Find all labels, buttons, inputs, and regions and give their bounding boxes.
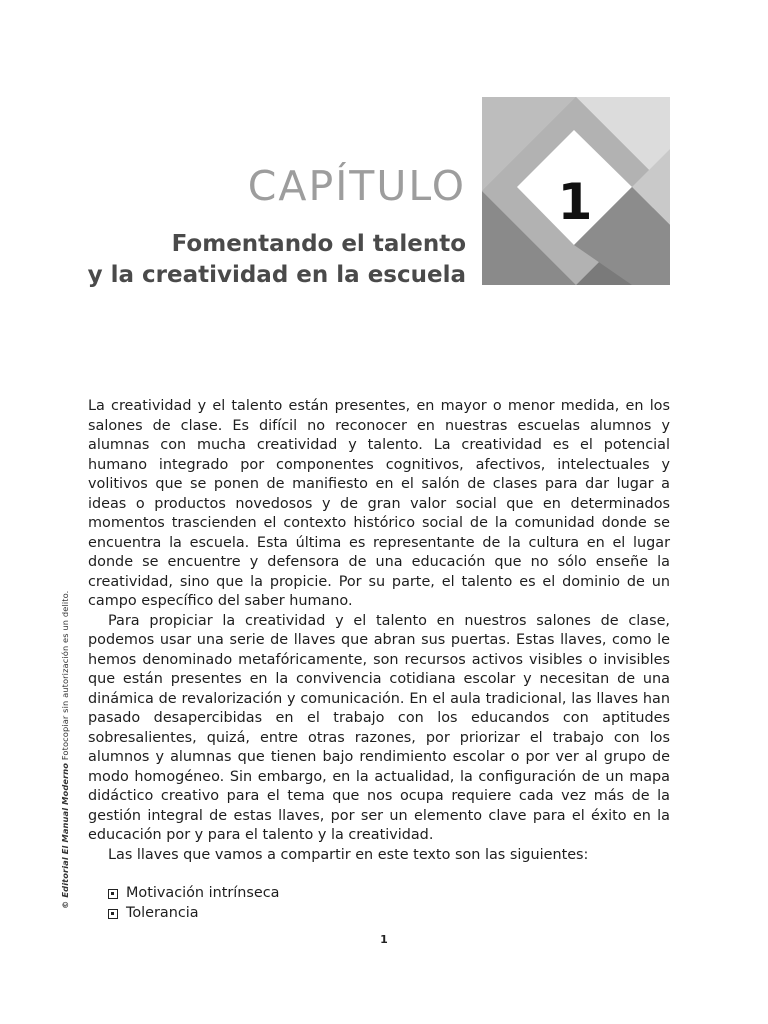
paragraph-3: Las llaves que vamos a compartir en este texto son las siguientes: xyxy=(108,846,589,863)
list-item-label: Motivación intrínseca xyxy=(126,885,280,902)
copyright-text: © Editorial El Manual Moderno xyxy=(60,762,70,909)
body-text xyxy=(88,397,670,924)
page-number: 1 xyxy=(380,933,388,946)
chapter-title-line-2: y la creatividad en la escuela xyxy=(87,262,466,288)
copyright-warning: Fotocopiar sin autorización es un delito. xyxy=(60,590,70,761)
paragraph-2: Para propiciar la creatividad y el talento en nuestros salones de clase, podemos usar una serie de llaves que abran sus puertas. Estas llaves, como le hemos denominado metafóricamente, son recursos activos visibles o invisibles que están presentes en la convivencia cotidiana escolar y necesitan de una dinámica de revalorización y comunicación. En el aula tradicional, las llaves han pasado desapercibidas en el trabajo con los educandos con aptitudes sobresalientes, quizá, entre otras razones, por priorizar el trabajo con los alumnos y alumnas que tienen bajo rendimiento escolar o por ver al grupo de modo homogéneo. Sin embargo, en la actualidad, la configuración de un mapa didáctico creativo para el tema que nos ocupa requiere cada vez más de la gestión integral de estas llaves, por ser un elemento clave para el éxito en la educación por y para el talento y la creatividad. xyxy=(88,612,670,843)
chapter-number: 1 xyxy=(557,173,593,231)
list-item xyxy=(108,904,670,924)
square-bullet-icon xyxy=(108,909,118,919)
list-item xyxy=(108,884,670,904)
square-bullet-icon xyxy=(108,889,118,899)
copyright-note xyxy=(60,591,70,909)
chapter-title xyxy=(88,229,466,291)
list-item-label: Tolerancia xyxy=(126,905,199,922)
chapter-title-line-1: Fomentando el talento xyxy=(171,231,466,257)
chapter-label: CAPÍTULO xyxy=(247,162,466,210)
keys-list xyxy=(88,884,670,924)
paragraph-1: La creatividad y el talento están presentes, en mayor o menor medida, en los salones de clase. Es difícil no reconocer en nuestras escuelas alumnos y alumnas con mucha creatividad y talento. La creatividad es el potencial humano integrado por componentes cognitivos, afectivos, intelectuales y volitivos que se ponen de manifiesto en el salón de clases para dar lugar a ideas o productos novedosos y de gran valor social que en determinados momentos trascienden el contexto histórico social de la comunidad donde se encuentra la escuela. Esta última es representante de la cultura en el lugar donde se encuentre y defensora de una educación que no sólo enseñe la creatividad, sino que la propicie. Por su parte, el talento es el dominio de un campo específico del saber humano. xyxy=(88,398,670,609)
